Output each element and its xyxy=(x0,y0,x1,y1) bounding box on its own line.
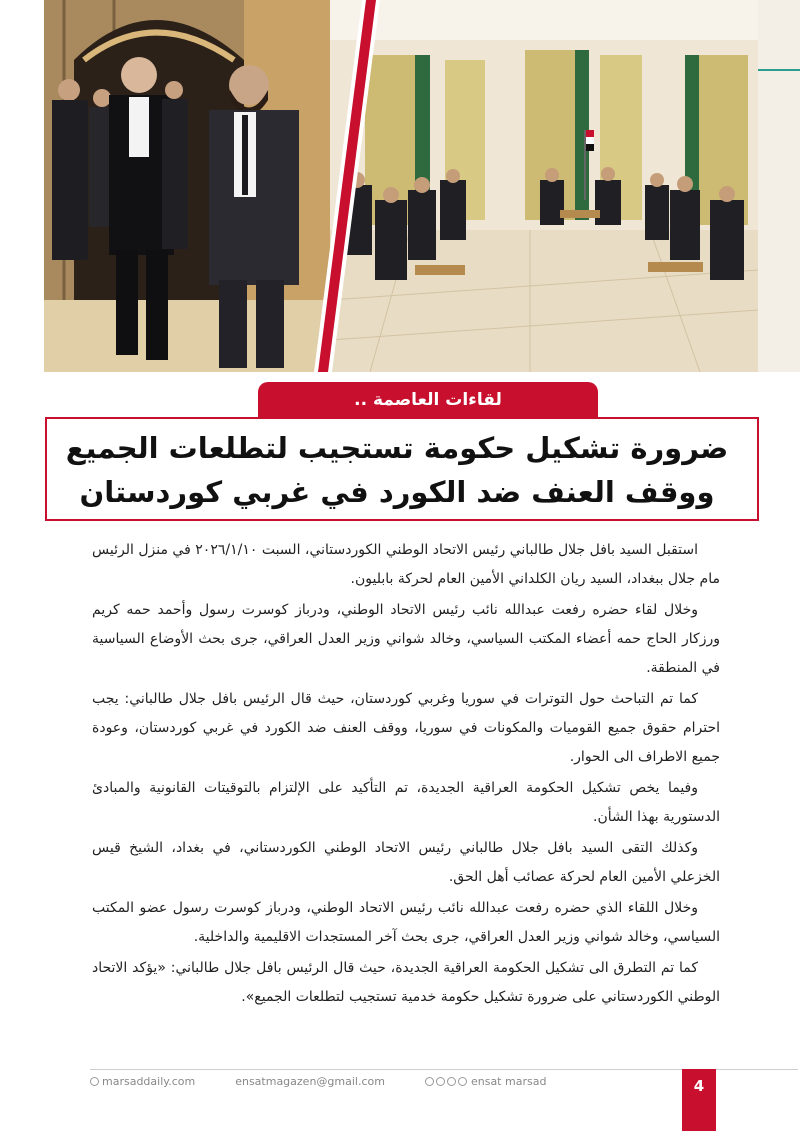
article-paragraph: كما تم التباحث حول التوترات في سوريا وغربي كوردستان، حيث قال الرئيس بافل جلال طالباني: يجب احترام حقوق جميع القوميات والمكونات في سوريا، ووقف العنف ضد الكورد في غربي كوردستان، وعودة جميع الاطراف الى الحوار. xyxy=(92,691,720,765)
article-paragraph: وفيما يخص تشكيل الحكومة العراقية الجديدة، تم التأكيد على الإلتزام بالتوقيتات القانونية والمبادئ الدستورية بهذا الشأن. xyxy=(92,780,720,825)
footer-social: ensat marsad xyxy=(470,1074,547,1088)
photo-divider xyxy=(300,0,380,372)
article-paragraph: كما تم التطرق الى تشكيل الحكومة العراقية الجديدة، حيث قال الرئيس بافل جلال طالباني: «يؤكد الاتحاد الوطني الكوردستاني على ضرورة تشكيل حكومة خدمية تستجيب لتطلعات الجميع». xyxy=(92,960,720,1005)
page-number: 4 xyxy=(682,1069,716,1131)
headline-line-1: ضرورة تشكيل حكومة تستجيب لتطلعات الجميع xyxy=(65,431,729,465)
footer-email[interactable]: ensatmagazen@gmail.com xyxy=(235,1074,385,1088)
article-paragraph: استقبل السيد بافل جلال طالباني رئيس الاتحاد الوطني الكوردستاني، السبت ٢٠٢٦/١/١٠ في منزل الرئيس مام جلال ببغداد، السيد ريان الكلداني الأمين العام لحركة بابليون. xyxy=(92,542,720,587)
photo-meeting-room xyxy=(330,0,758,372)
headline-box xyxy=(45,417,759,521)
article-paragraph: وخلال لقاء حضره رفعت عبدالله نائب رئيس الاتحاد الوطني، ودرباز كوسرت رسول وأحمد حمه كريم ورزكار الحاج حمه أعضاء المكتب السياسي، وخالد شواني وزير العدل العراقي، جرى بحث الأوضاع السياسية في المنطقة. xyxy=(92,602,720,676)
globe-icon xyxy=(90,1077,99,1086)
article-paragraph: وخلال اللقاء الذي حضره رفعت عبدالله نائب رئيس الاتحاد الوطني، ودرباز كوسرت رسول عضو المكتب السياسي، وخالد شواني وزير العدل العراقي، جرى بحث آخر المستجدات الاقليمية والداخلية. xyxy=(92,900,720,945)
decorative-corner xyxy=(758,0,800,372)
article-body xyxy=(92,536,720,1014)
headline-line-2: ووقف العنف ضد الكورد في غربي كوردستان xyxy=(79,475,715,509)
article-paragraph: وكذلك التقى السيد بافل جلال طالباني رئيس الاتحاد الوطني الكوردستاني، في بغداد، الشيخ قيس الخزعلي الأمين العام لحركة عصائب أهل الحق. xyxy=(92,840,720,885)
footer xyxy=(90,1071,670,1091)
social-icons xyxy=(425,1077,467,1086)
footer-website[interactable]: marsaddaily.com xyxy=(102,1074,196,1088)
section-label: لقاءات العاصمة .. xyxy=(258,382,598,418)
